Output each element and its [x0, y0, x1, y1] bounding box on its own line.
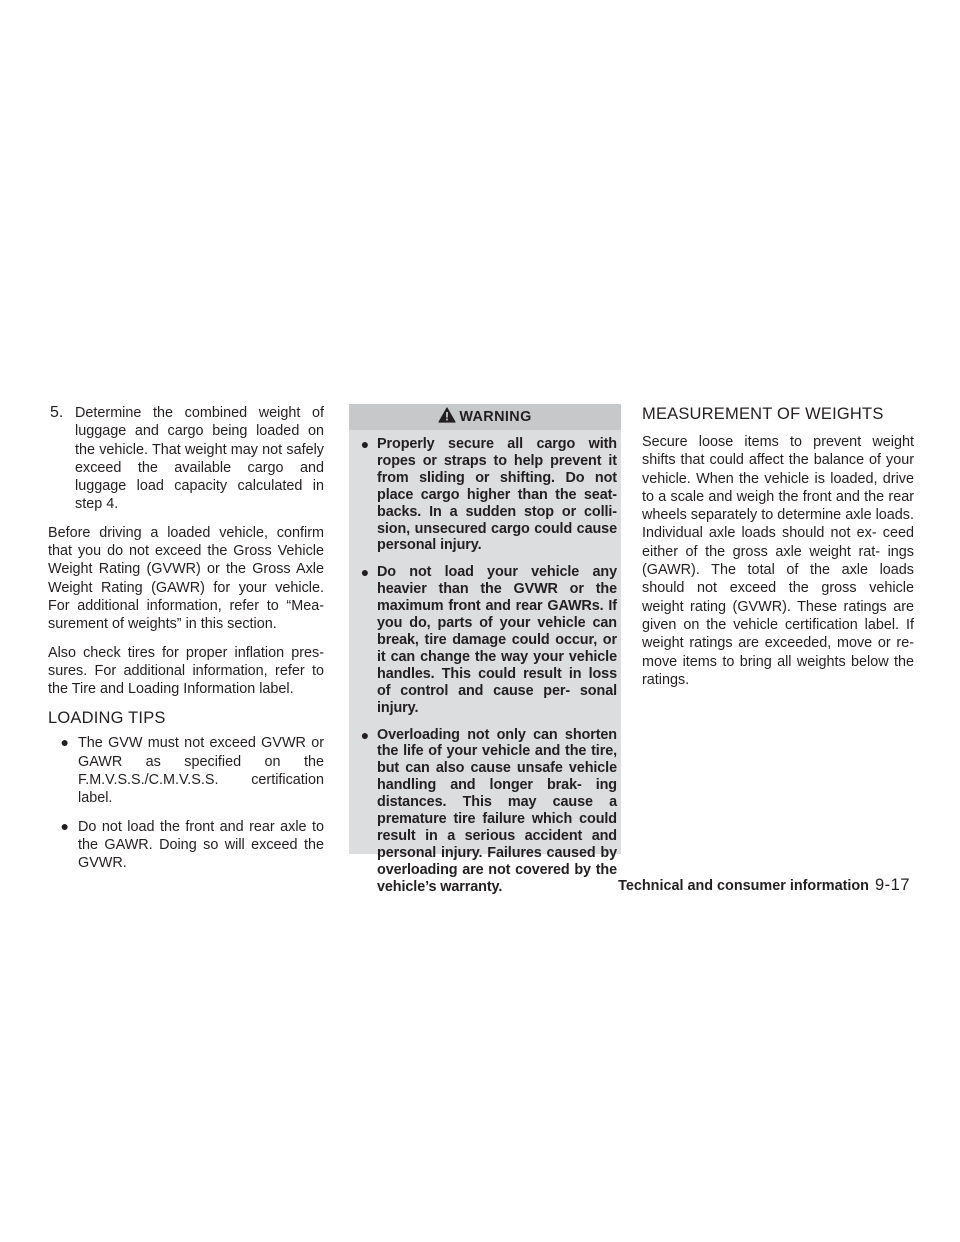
- loading-tips-heading: LOADING TIPS: [48, 709, 166, 728]
- right-column: [642, 404, 914, 689]
- loading-tips-list: [48, 734, 324, 872]
- middle-column: [349, 404, 621, 895]
- bullet-icon: ●: [360, 726, 370, 743]
- warning-title: WARNING: [459, 409, 532, 425]
- bullet-icon: ●: [60, 734, 69, 751]
- warning-item: [353, 727, 617, 896]
- page-footer: [618, 876, 910, 895]
- list-item: [48, 734, 324, 807]
- warning-triangle-icon: [438, 407, 459, 427]
- warning-item-text: Overloading not only can shorten the life of your vehicle and the tire, but can also cause unsafe vehicle handling and longer brak- ing distances. This may cause a premature tire failure which could result in a serious accident and personal injury. Failures caused by overloading are not covered by the vehicle’s warranty.: [377, 726, 617, 895]
- warning-header: [349, 404, 621, 430]
- bullet-icon: ●: [360, 564, 370, 581]
- paragraph-confirm-ratings: Before driving a loaded vehicle, confirm that you do not exceed the Gross Vehicle Weight Rating (GVWR) or the Gross Axle Weight Rating (GAWR) for your vehicle. For additional information, refer to “Mea- surement of weights” in this section.: [48, 524, 324, 633]
- warning-item-text: Properly secure all cargo with ropes or straps to help prevent it from sliding or shifting. Do not place cargo higher than the seat- backs. In a sudden stop or colli- sion, unsecured cargo could cause personal injury.: [377, 436, 617, 554]
- measurement-heading: MEASUREMENT OF WEIGHTS: [642, 405, 884, 423]
- warning-item-text: Do not load your vehicle any heavier than the GVWR or the maximum front and rear GAWRs. If you do, parts of your vehicle can break, tire damage could occur, or it can change the way your vehicle handles. This could result in loss of control and cause per- sonal injury.: [377, 564, 617, 716]
- list-item-text: The GVW must not exceed GVWR or GAWR as specified on the F.M.V.S.S./C.M.V.S.S. certification label.: [78, 735, 324, 807]
- paragraph-check-tires: Also check tires for proper inflation pres- sures. For additional information, refer to the Tire and Loading Information label.: [48, 644, 324, 698]
- step-5: [48, 404, 324, 514]
- warning-box: [349, 404, 621, 895]
- list-item-text: Do not load the front and rear axle to the GAWR. Doing so will exceed the GVWR.: [78, 818, 324, 872]
- bullet-icon: ●: [360, 436, 370, 452]
- warning-item: [353, 436, 617, 554]
- list-item: [48, 818, 324, 873]
- warning-item: [353, 564, 617, 716]
- step-number: 5.: [50, 404, 64, 421]
- left-column: [48, 404, 324, 883]
- footer-section-title: Technical and consumer information: [618, 878, 869, 894]
- measurement-text: Secure loose items to prevent weight shifts that could affect the balance of your vehicle. When the vehicle is loaded, drive to a scale and weigh the front and the rear wheels separately to determine axle loads. Individual axle loads should not ex- ceed either of the gross axle weight rat- ings (GAWR). The total of the axle loads should not exceed the gross vehicle weight rating (GVWR). These ratings are given on the vehicle certification label. If weight ratings are exceeded, move or re- move items to bring all weights below the ratings.: [642, 434, 914, 688]
- step-text: Determine the combined weight of luggage and cargo being loaded on the vehicle. That weight may not safely exceed the available cargo and luggage load capacity calculated in step 4.: [75, 405, 324, 513]
- bullet-icon: ●: [60, 817, 69, 834]
- page-number: 9-17: [874, 876, 910, 894]
